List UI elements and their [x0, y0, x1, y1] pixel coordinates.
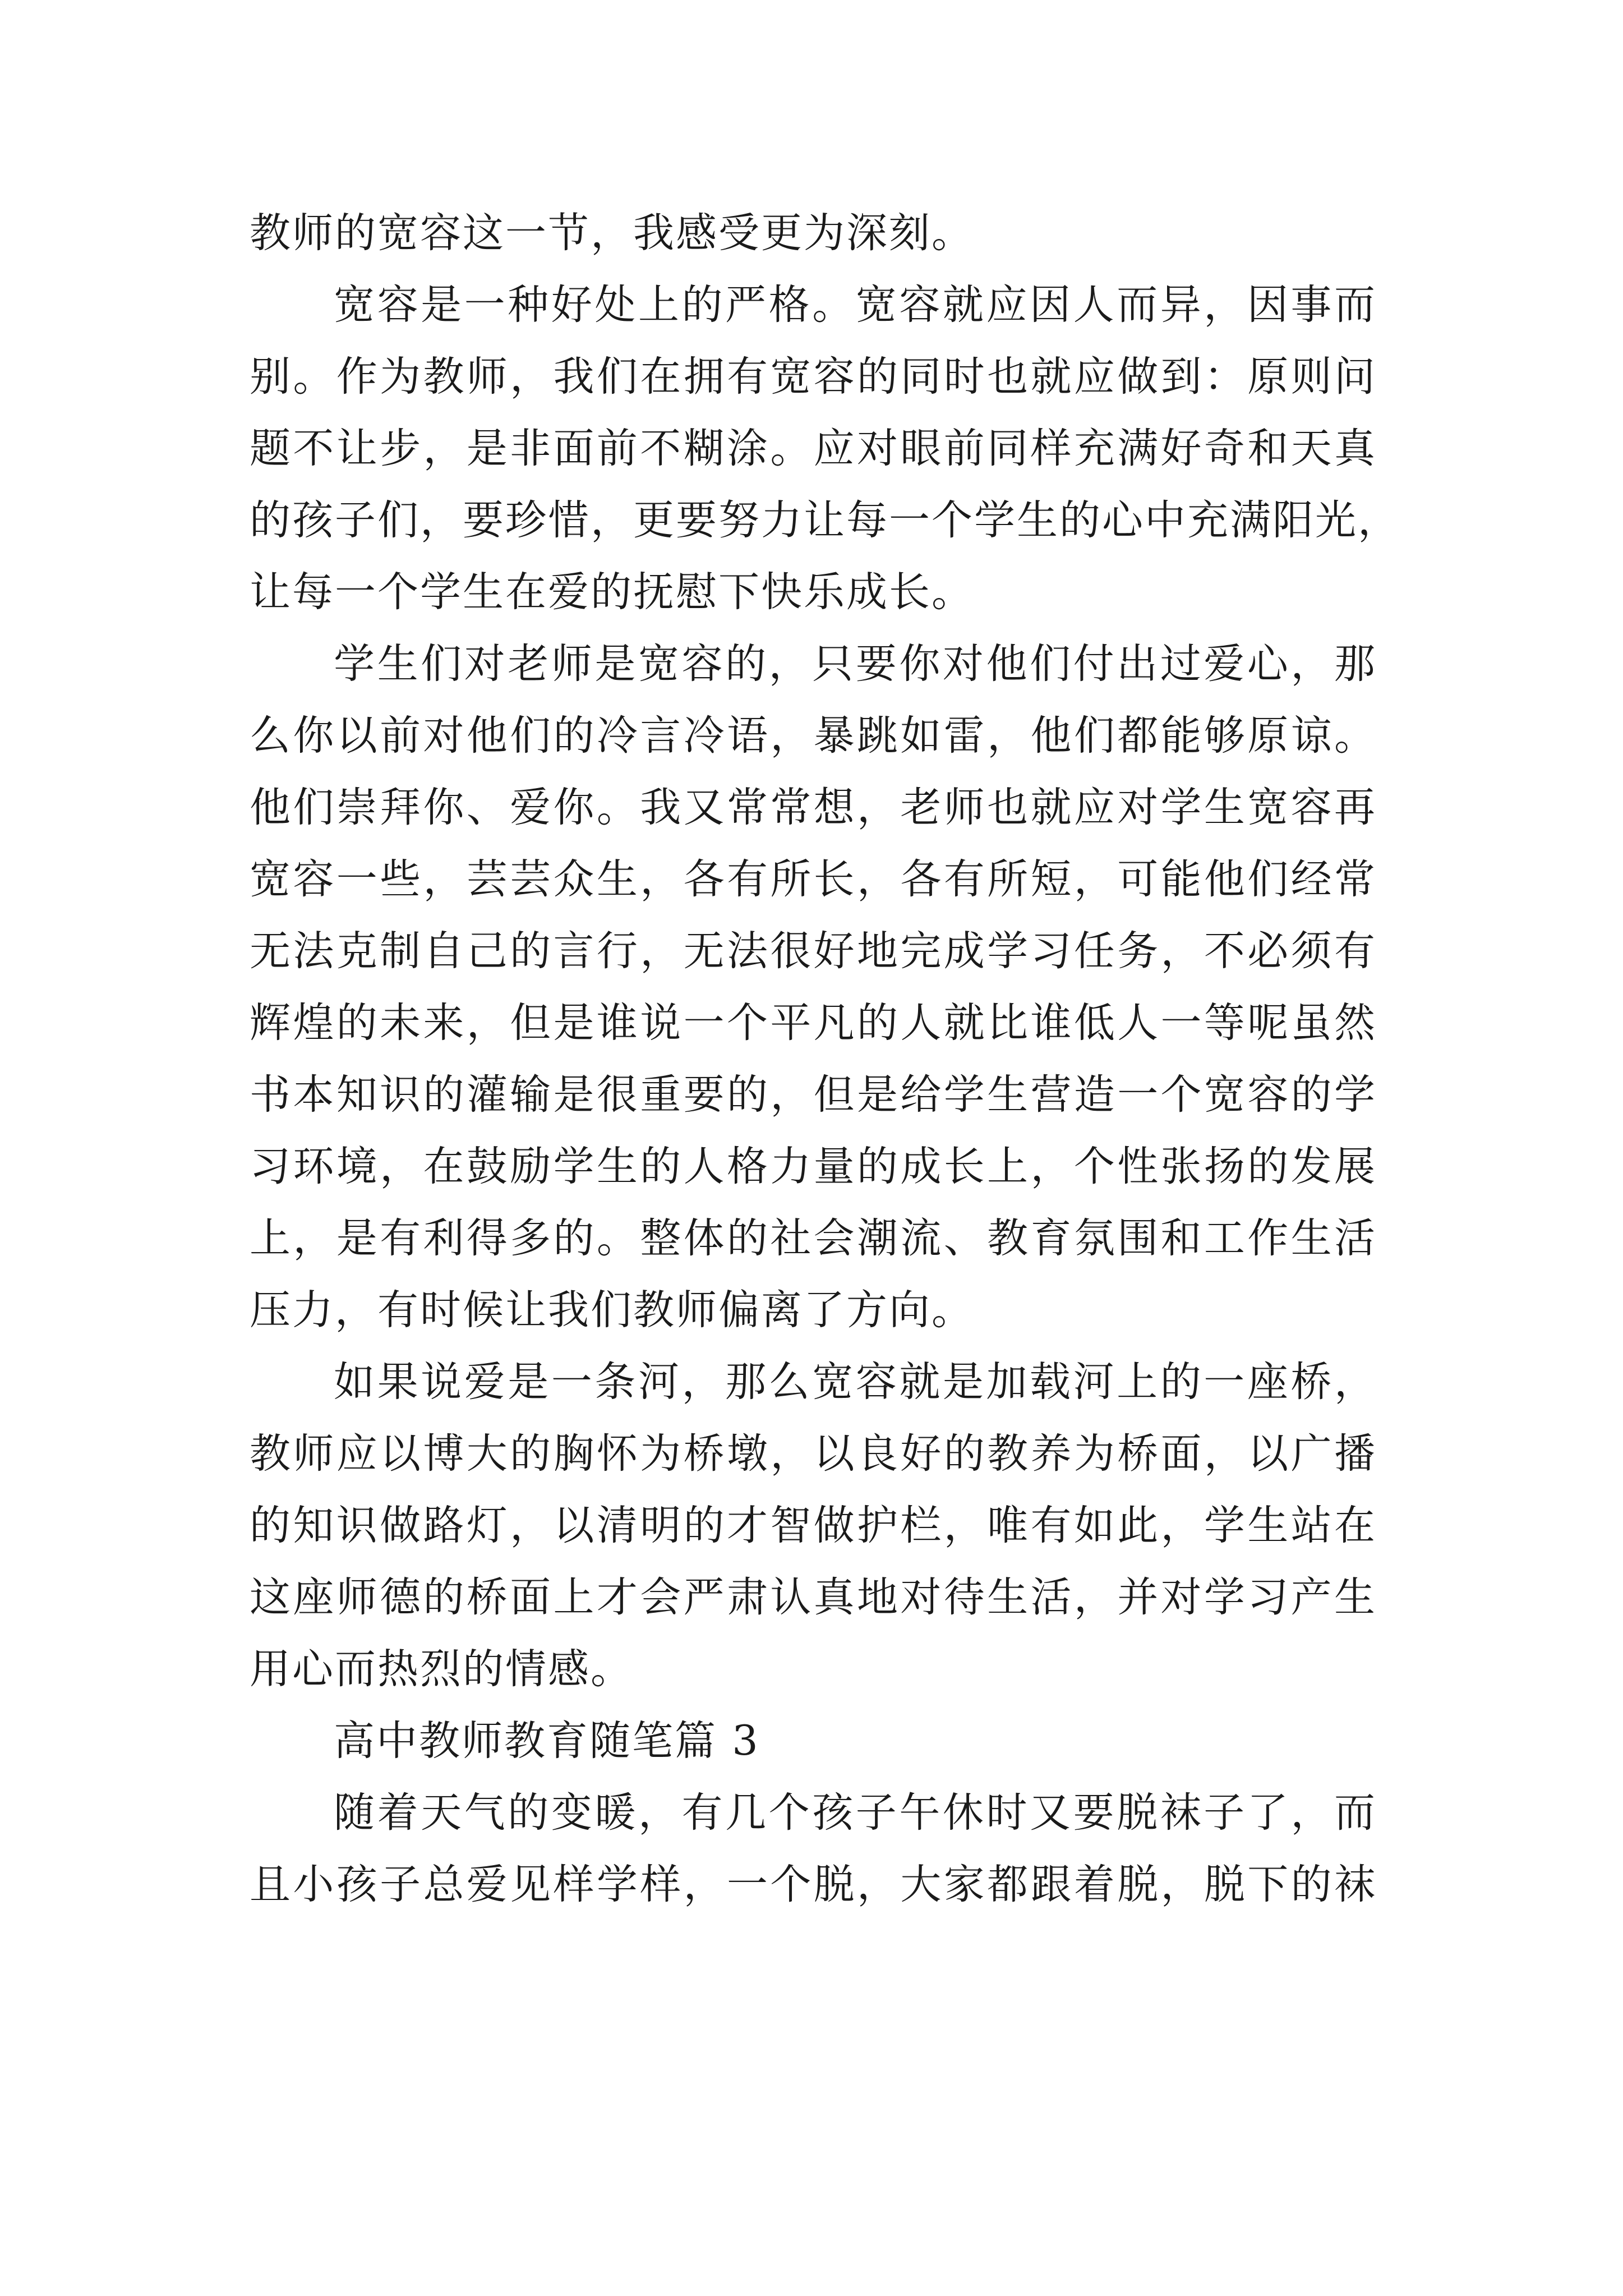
text-line: 让每一个学生在爱的抚慰下快乐成长。 — [250, 568, 974, 616]
text-line: 上，是有利得多的。整体的社会潮流、教育氛围和工作生活 — [250, 1214, 1377, 1262]
text-line: 且小孩子总爱见样学样，一个脱，大家都跟着脱，脱下的袜 — [250, 1861, 1377, 1908]
text-line: 么你以前对他们的冷言冷语，暴跳如雷，他们都能够原谅。 — [250, 712, 1377, 760]
text-line: 压力，有时候让我们教师偏离了方向。 — [250, 1286, 974, 1334]
text-line: 随着天气的变暖，有几个孩子午休时又要脱袜子了，而 — [334, 1789, 1377, 1837]
text-line: 教师应以博大的胸怀为桥墩，以良好的教养为桥面，以广播 — [250, 1430, 1377, 1478]
text-line: 如果说爱是一条河，那么宽容就是加载河上的一座桥， — [334, 1358, 1377, 1406]
text-line: 宽容一些，芸芸众生，各有所长，各有所短，可能他们经常 — [250, 855, 1377, 903]
text-line: 无法克制自己的言行，无法很好地完成学习任务，不必须有 — [250, 927, 1377, 975]
text-line: 这座师德的桥面上才会严肃认真地对待生活，并对学习产生 — [250, 1573, 1377, 1621]
text-line: 的孩子们，要珍惜，更要努力让每一个学生的心中充满阳光， — [250, 496, 1400, 544]
text-line: 学生们对老师是宽容的，只要你对他们付出过爱心，那 — [334, 640, 1377, 688]
text-line: 他们崇拜你、爱你。我又常常想，老师也就应对学生宽容再 — [250, 784, 1377, 831]
text-line: 别。作为教师，我们在拥有宽容的同时也就应做到：原则问 — [250, 353, 1377, 401]
text-line: 教师的宽容这一节，我感受更为深刻。 — [250, 209, 974, 257]
text-line: 的知识做路灯，以清明的才智做护栏，唯有如此，学生站在 — [250, 1502, 1377, 1549]
text-line: 高中教师教育随笔篇 3 — [334, 1717, 760, 1765]
body-text — [250, 197, 1400, 1921]
text-line: 用心而热烈的情感。 — [250, 1645, 633, 1693]
text-line: 题不让步，是非面前不糊涂。应对眼前同样充满好奇和天真 — [250, 425, 1377, 472]
text-line: 辉煌的未来，但是谁说一个平凡的人就比谁低人一等呢虽然 — [250, 999, 1377, 1047]
text-line: 宽容是一种好处上的严格。宽容就应因人而异，因事而 — [334, 281, 1377, 329]
text-line: 习环境，在鼓励学生的人格力量的成长上，个性张扬的发展 — [250, 1143, 1377, 1190]
text-line: 书本知识的灌输是很重要的，但是给学生营造一个宽容的学 — [250, 1071, 1377, 1119]
